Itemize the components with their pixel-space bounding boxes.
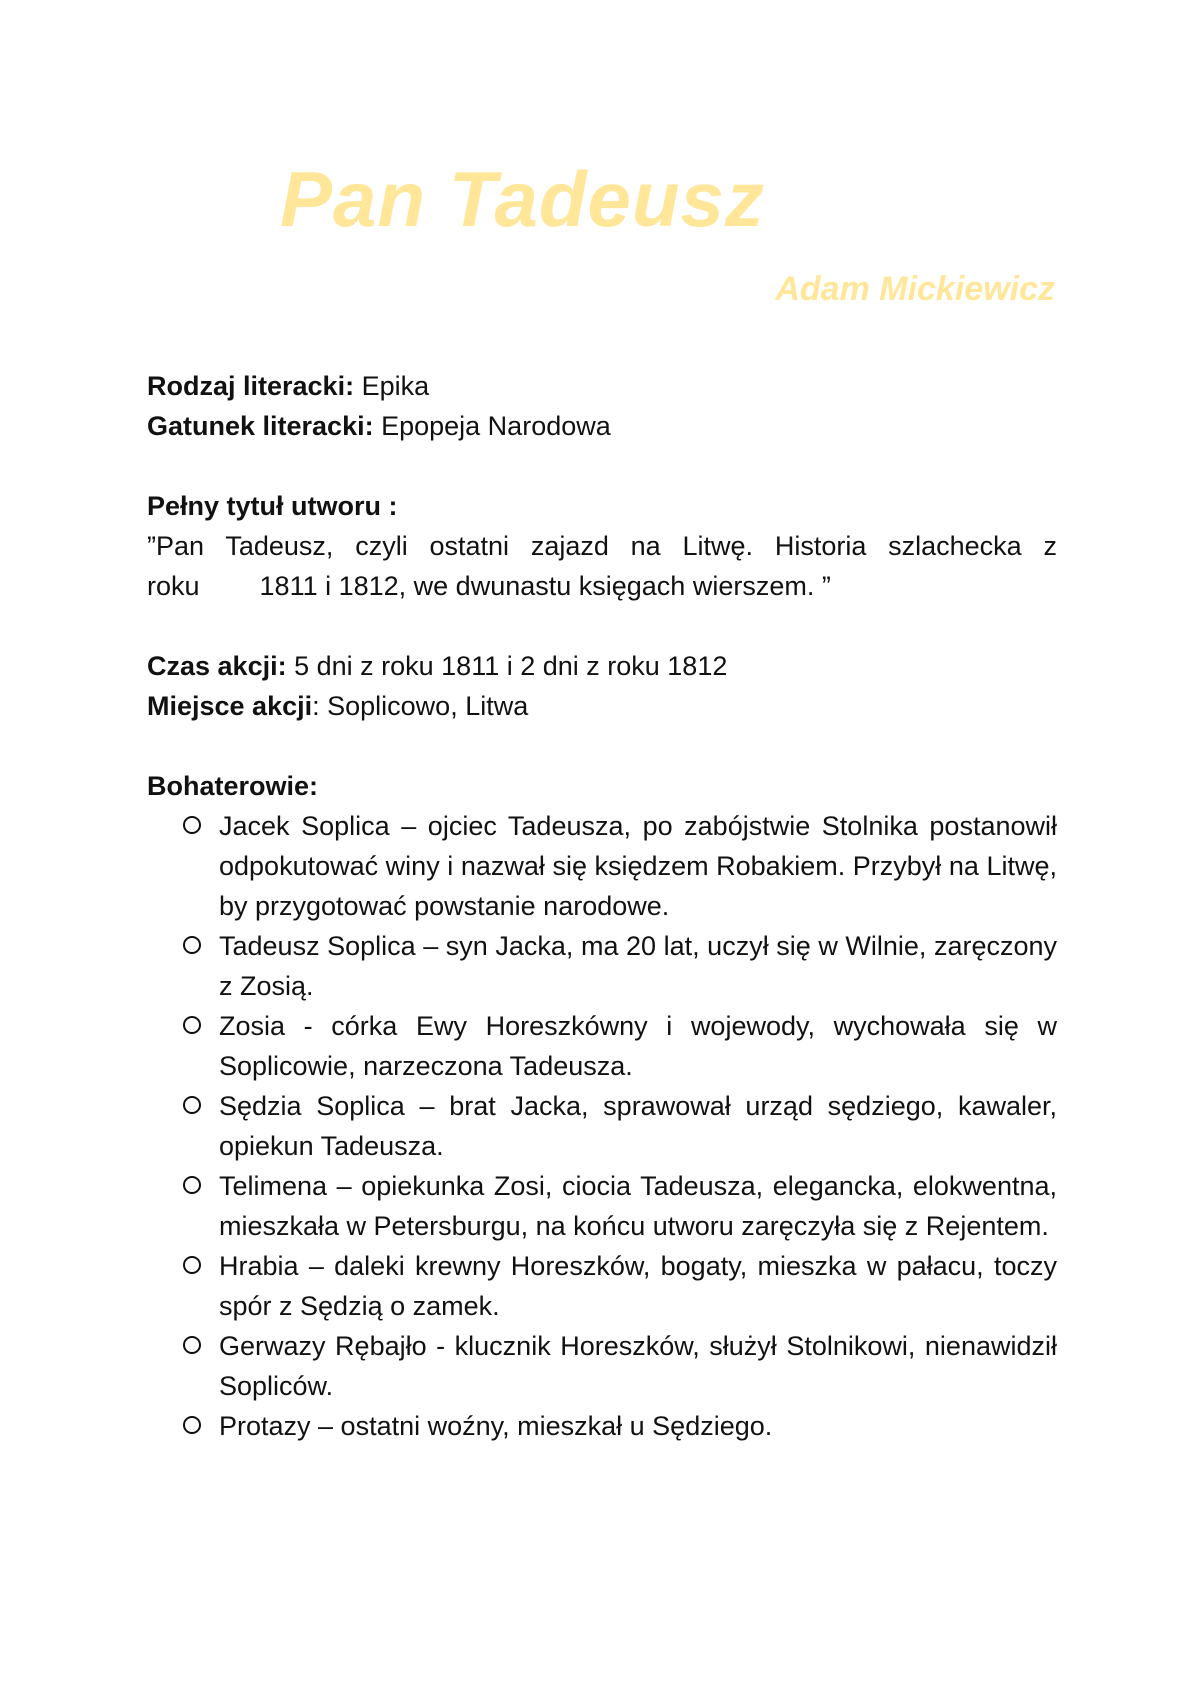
place-line — [147, 686, 1057, 726]
list-item-text: Telimena – opiekunka Zosi, ciocia Tadeusza, elegancka, elokwentna, mieszkała w Petersburgu, na końcu utworu zaręczyła się z Rejentem. — [219, 1171, 1057, 1241]
list-item — [147, 1406, 1057, 1446]
place-value: : Soplicowo, Litwa — [312, 691, 529, 721]
spacer — [147, 606, 1057, 646]
full-title-line-2: roku 1811 i 1812, we dwunastu księgach wierszem. ” — [147, 571, 831, 601]
document-title: Pan Tadeusz — [280, 155, 765, 243]
spacer — [147, 446, 1057, 486]
circle-bullet-icon — [183, 1086, 207, 1126]
document-body — [147, 366, 1057, 1446]
place-label: Miejsce akcji — [147, 691, 313, 721]
full-title-label: Pełny tytuł utworu : — [147, 491, 398, 521]
list-item — [147, 926, 1057, 1006]
circle-bullet-icon — [183, 1246, 207, 1286]
list-item-text: Gerwazy Rębajło - klucznik Horeszków, służył Stolnikowi, nienawidził Sopliców. — [219, 1331, 1057, 1401]
genre-label: Gatunek literacki: — [147, 411, 374, 441]
circle-bullet-icon — [183, 1166, 207, 1206]
genre-kind-label: Rodzaj literacki: — [147, 371, 355, 401]
list-item — [147, 1326, 1057, 1406]
list-item — [147, 1086, 1057, 1166]
circle-bullet-icon — [183, 926, 207, 966]
circle-bullet-icon — [183, 1406, 207, 1446]
list-item — [147, 806, 1057, 926]
time-value: 5 dni z roku 1811 i 2 dni z roku 1812 — [286, 651, 728, 681]
genre-kind-line — [147, 366, 1057, 406]
list-item — [147, 1166, 1057, 1246]
circle-bullet-icon — [183, 1006, 207, 1046]
spacer — [147, 726, 1057, 766]
time-label: Czas akcji: — [147, 651, 287, 681]
document-author: Adam Mickiewicz — [775, 270, 1055, 308]
full-title-line-1: ”Pan Tadeusz, czyli ostatni zajazd na Litwę. Historia szlachecka z — [147, 531, 1057, 561]
time-line — [147, 646, 1057, 686]
list-item-text: Sędzia Soplica – brat Jacka, sprawował urząd sędziego, kawaler, opiekun Tadeusza. — [219, 1091, 1057, 1161]
list-item-text: Jacek Soplica – ojciec Tadeusza, po zabójstwie Stolnika postanowił odpokutować winy i nazwał się księdzem Robakiem. Przybył na Litwę, by przygotować powstanie narodowe. — [219, 811, 1057, 921]
genre-kind-value: Epika — [354, 371, 430, 401]
list-item-text: Protazy – ostatni woźny, mieszkał u Sędziego. — [219, 1411, 773, 1441]
heroes-heading: Bohaterowie: — [147, 771, 319, 801]
list-item-text: Zosia - córka Ewy Horeszkówny i wojewody, wychowała się w Soplicowie, narzeczona Tadeusza. — [219, 1011, 1057, 1081]
list-item-text: Hrabia – daleki krewny Horeszków, bogaty, mieszka w pałacu, toczy spór z Sędzią o zamek. — [219, 1251, 1057, 1321]
list-item — [147, 1006, 1057, 1086]
circle-bullet-icon — [183, 1326, 207, 1366]
list-item — [147, 1246, 1057, 1326]
list-item-text: Tadeusz Soplica – syn Jacka, ma 20 lat, uczył się w Wilnie, zaręczony z Zosią. — [219, 931, 1057, 1001]
heroes-list — [147, 806, 1057, 1446]
genre-line — [147, 406, 1057, 446]
circle-bullet-icon — [183, 806, 207, 846]
genre-value: Epopeja Narodowa — [373, 411, 611, 441]
